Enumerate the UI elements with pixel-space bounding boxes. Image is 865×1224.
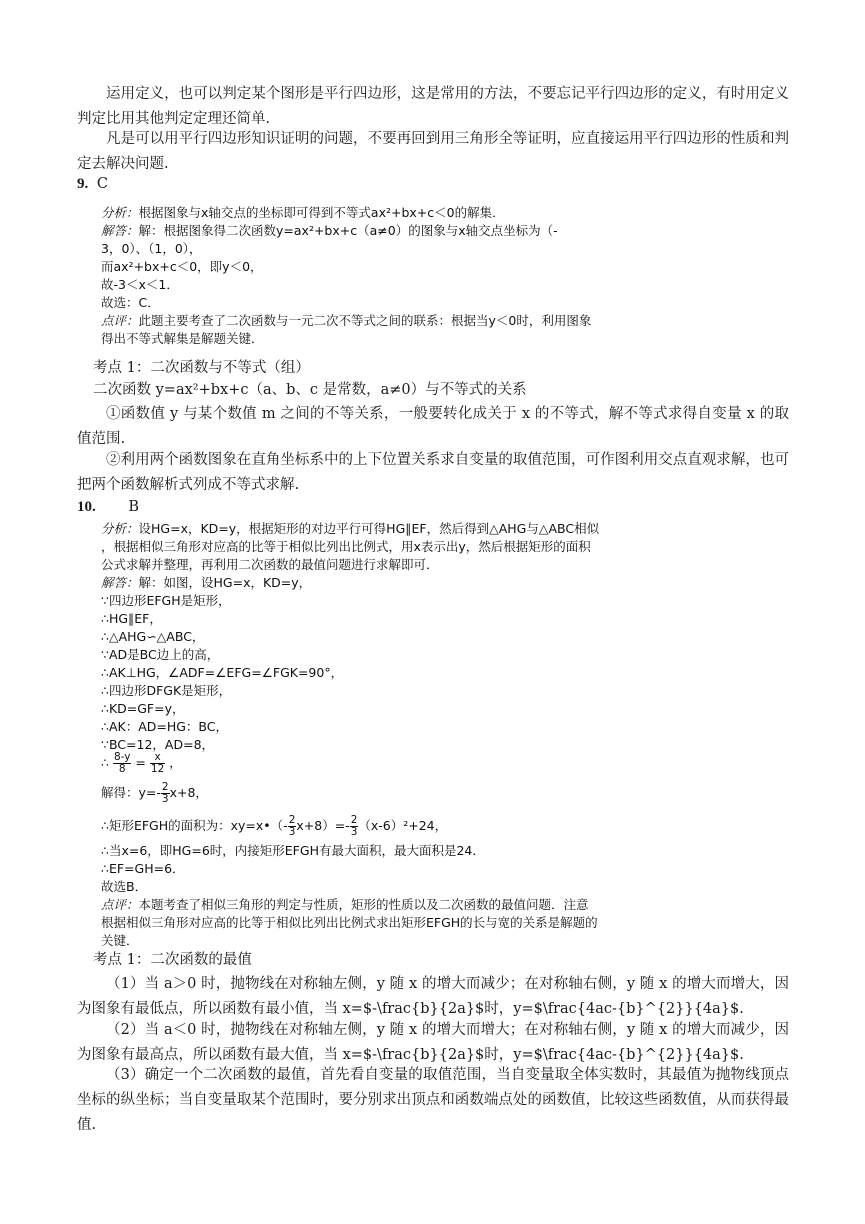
therefore-symbol: ∴: [101, 755, 109, 770]
q10-solve-line-4: ∴△AHG∽△ABC，: [101, 629, 205, 644]
intro-paragraph-2: 凡是可以用平行四边形知识证明的问题，不要再回到用三角形全等证明，应直接运用平行四边形的性质和判定去解决问题.: [77, 131, 789, 172]
q10-analysis-line-1: [101, 520, 599, 538]
q10-area-line: [101, 815, 447, 838]
question-number: 9.: [77, 176, 89, 192]
solve-y-lead: 解得：y=-: [101, 785, 161, 800]
kp2-title: 考点 1：二次函数的最值: [93, 952, 252, 968]
area-mid: x+8）=-: [296, 818, 350, 833]
fraction-numerator: 2: [288, 814, 296, 826]
q10-analysis-line-3: 公式求解并整理，再利用二次函数的最值问题进行求解即可．: [101, 557, 439, 572]
q10-proportion-line: [101, 752, 182, 775]
question-9-header: [77, 172, 108, 197]
q10-solve-line-7: ∴四边形DFGK是矩形，: [101, 683, 232, 698]
q10-analysis-line-2: ，根据相似三角形对应高的比等于相似比列出比例式，用x表示出y，然后根据矩形的面积: [101, 539, 591, 554]
question-answer: B: [128, 499, 140, 515]
fraction: [161, 782, 170, 805]
q10-solve-line-9: ∴AK：AD=HG：BC，: [101, 719, 229, 734]
analysis-label: 分析：: [101, 205, 139, 220]
fraction-denominator: 8: [118, 763, 126, 775]
q9-solve-line-1: [101, 222, 558, 240]
solve-label: 解答：: [101, 223, 139, 238]
fraction: [113, 752, 132, 775]
q9-solve-line-5: 故选：C．: [101, 295, 160, 310]
q10-solve-line-14: ∴当x=6，即HG=6时，内接矩形EFGH有最大面积，最大面积是24．: [101, 843, 485, 858]
q10-solve-line-5: ∵AD是BC边上的高，: [101, 647, 220, 662]
fraction-denominator: 12: [150, 763, 165, 775]
q10-solve-line-8: ∴KD=GF=y，: [101, 701, 185, 716]
q10-solve-line-16: 故选B．: [101, 879, 148, 894]
intro-paragraph-1: 运用定义，也可以判定某个图形是平行四边形，这是常用的方法，不要忘记平行四边形的定义，有时用定义判定比用其他判定定理还简单.: [77, 86, 789, 127]
analysis-label: 分析：: [101, 521, 139, 536]
area-tail: （x-6）²+24，: [358, 818, 448, 833]
q9-comment-line-2: 得出不等式解集是解题关键．: [101, 331, 264, 346]
q9-analysis: [101, 204, 505, 222]
solve-y-tail: x+8，: [169, 785, 208, 800]
kp1-title: 考点 1：二次函数与不等式（组）: [93, 360, 310, 376]
kp1-item-1: ①函数值 y 与某个数值 m 之间的不等关系，一般要转化成关于 x 的不等式，解不等式求得自变量 x 的取值范围.: [77, 406, 789, 447]
q9-comment-line-1: [101, 312, 591, 330]
fraction-numerator: 8-y: [113, 751, 131, 763]
solve-label: 解答：: [101, 575, 139, 590]
q9-solve-line-4: 故-3＜x＜1．: [101, 277, 179, 292]
solve-text: 解：根据图象得二次函数y=ax²+bx+c（a≠0）的图象与x轴交点坐标为（-: [138, 223, 558, 238]
question-10-header: [77, 495, 139, 520]
kp1-item-2: ②利用两个函数图象在直角坐标系中的上下位置关系求自变量的取值范围，可作图利用交点直观求解，也可把两个函数解析式列成不等式求解.: [77, 452, 789, 493]
q10-comment-line-2: 根据相似三角形对应高的比等于相似比列出比例式求出矩形EFGH的长与宽的关系是解题的: [101, 915, 598, 930]
kp1-line: 二次函数 y=ax²+bx+c（a、b、c 是常数，a≠0）与不等式的关系: [93, 382, 527, 398]
analysis-text: 设HG=x，KD=y，根据矩形的对边平行可得HG∥EF，然后得到△AHG与△ABC相似: [138, 521, 600, 536]
kp2-item-3: （3）确定一个二次函数的最值，首先看自变量的取值范围，当自变量取全体实数时，其最值为抛物线顶点坐标的纵坐标；当自变量取某个范围时，要分别求出顶点和函数端点处的函数值，比较这些函数值，从而获得最值.: [77, 1067, 789, 1133]
q10-solve-line-2: ∵四边形EFGH是矩形，: [101, 593, 231, 608]
fraction-numerator: 2: [161, 781, 169, 793]
fraction-numerator: 2: [350, 814, 358, 826]
q10-solve-line-6: ∴AK⊥HG，∠ADF=∠EFG=∠FGK=90°，: [101, 665, 344, 680]
fraction-denominator: 3: [288, 826, 296, 838]
comment-label: 点评：: [101, 313, 139, 328]
kp2-item-1: （1）当 a＞0 时，抛物线在对称轴左侧，y 随 x 的增大而减少；在对称轴右侧，y 随 x 的增大而增大，因为图象有最低点，所以函数有最小值，当 x=$-\frac{b}{2a}$时，y=$\frac{4ac-{b}^{2}}{4a}$.: [77, 976, 789, 1017]
q10-comment-line-3: 关键．: [101, 933, 139, 948]
comment-text: 此题主要考查了二次函数与一元二次不等式之间的联系：根据当y＜0时，利用图象: [138, 313, 592, 328]
q9-solve-line-3: 而ax²+bx+c＜0，即y＜0，: [101, 259, 263, 274]
area-lead: ∴矩形EFGH的面积为：xy=x•（-: [101, 818, 288, 833]
kp2-item-2: （2）当 a＜0 时，抛物线在对称轴左侧，y 随 x 的增大而增大；在对称轴右侧，y 随 x 的增大而减少，因为图象有最高点，所以函数有最大值，当 x=$-\frac{b}{2a}$时，y=$\frac{4ac-{b}^{2}}{4a}$.: [77, 1022, 789, 1063]
comment-label: 点评：: [101, 897, 139, 912]
q10-comment-line-1: [101, 896, 589, 914]
fraction: [150, 752, 165, 775]
analysis-text: 根据图象与x轴交点的坐标即可得到不等式ax²+bx+c＜0的解集．: [138, 205, 505, 220]
solve-text: 解：如图，设HG=x，KD=y，: [138, 575, 312, 590]
q9-solve-line-2: 3，0）、（1，0），: [101, 241, 202, 256]
fraction-numerator: x: [150, 752, 165, 764]
equals-sign: =: [135, 755, 146, 770]
q10-solve-line-1: [101, 574, 311, 592]
q10-solve-y-line: [101, 782, 208, 805]
q10-solve-line-3: ∴HG∥EF，: [101, 611, 162, 626]
fraction-denominator: 3: [350, 826, 358, 838]
question-number: 10.: [77, 499, 96, 515]
comment-text: 本题考查了相似三角形的判定与性质，矩形的性质以及二次函数的最值问题．注意: [138, 897, 589, 912]
fraction-denominator: 3: [161, 793, 169, 805]
line-end: ，: [169, 755, 182, 770]
q10-solve-line-15: ∴EF=GH=6．: [101, 861, 185, 876]
question-answer: C: [96, 176, 108, 192]
q10-solve-line-10: ∵BC=12，AD=8，: [101, 737, 215, 752]
